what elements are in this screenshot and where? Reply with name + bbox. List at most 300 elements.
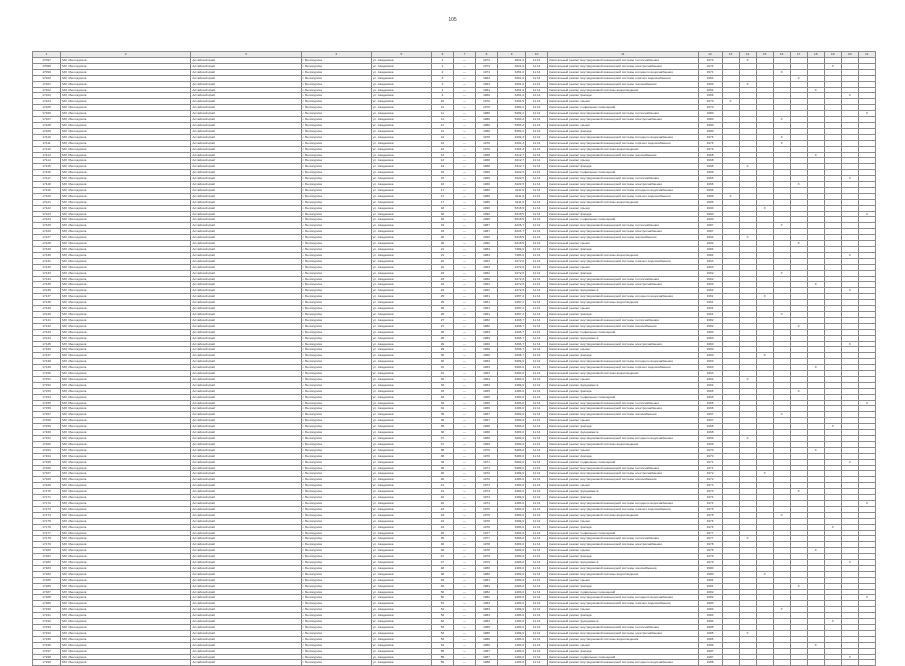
table-cell: 11:14 [526, 400, 548, 406]
table-cell: 42 [431, 500, 453, 506]
table-cell: Алтайский край [191, 601, 301, 607]
table-cell: 28 [431, 329, 453, 335]
table-cell: 3484,0 [498, 412, 526, 418]
year-mark-cell: Х [841, 341, 858, 347]
table-cell: Алтайский край [191, 75, 301, 81]
table-cell: 11:14 [526, 441, 548, 447]
table-cell: 17163 [33, 447, 61, 453]
table-cell: г. Белокуриха [301, 146, 371, 152]
table-cell: Капитальный ремонт внутридомовой инженерной системы холодного водоснабжения [548, 660, 698, 666]
table-cell: 26 [431, 306, 453, 312]
table-cell: ул. Академика [371, 223, 431, 229]
table-cell: 1980 [698, 122, 722, 128]
table-cell: 4484,0 [498, 477, 526, 483]
table-cell: 17166 [33, 465, 61, 471]
table-cell: 1976 [476, 518, 498, 524]
table-cell: 17141 [33, 317, 61, 323]
table-cell: 1960 [476, 347, 498, 353]
table-cell: 17142 [33, 323, 61, 329]
table-cell: — [453, 288, 475, 294]
table-cell: Капитальный ремонт подвальных помещений [548, 105, 698, 111]
table-cell: 1987 [476, 223, 498, 229]
table-cell: 1985 [698, 625, 722, 631]
table-cell: 17155 [33, 400, 61, 406]
table-cell: 4404,3 [498, 140, 526, 146]
table-cell: МО г.Белокуриха [61, 341, 191, 347]
table-cell: Капитальный ремонт крыши [548, 418, 698, 424]
table-cell: Капитальный ремонт фасада [548, 583, 698, 589]
table-cell: г. Белокуриха [301, 560, 371, 566]
table-cell: 1961 [476, 294, 498, 300]
table-cell: 11:14 [526, 306, 548, 312]
table-cell: МО г.Белокуриха [61, 548, 191, 554]
table-cell: 5484,2 [498, 128, 526, 134]
table-cell: 1972 [698, 471, 722, 477]
year-mark-cell: Х [790, 182, 807, 188]
table-cell: — [453, 441, 475, 447]
table-cell: — [453, 205, 475, 211]
table-cell: ул. Академика [371, 359, 431, 365]
table-cell: 1980 [698, 571, 722, 577]
table-cell: 3422,5 [498, 176, 526, 182]
table-cell: 17104 [33, 99, 61, 105]
table-cell: Капитальный ремонт внутридомовой инженерной системы горячего водоснабжения [548, 193, 698, 199]
table-cell: ул. Академика [371, 122, 431, 128]
table-cell: МО г.Белокуриха [61, 128, 191, 134]
table-cell: ул. Академика [371, 140, 431, 146]
table-cell: Капитальный ремонт внутридомовой инженерной системы теплоснабжения [548, 223, 698, 229]
table-cell: 1484,0 [498, 642, 526, 648]
table-cell: ул. Академика [371, 648, 431, 654]
table-cell: — [453, 571, 475, 577]
table-cell: 11:14 [526, 560, 548, 566]
table-cell: г. Белокуриха [301, 317, 371, 323]
table-cell: 1972 [476, 471, 498, 477]
table-cell: — [453, 565, 475, 571]
table-cell: Капитальный ремонт внутридомовой инженерной системы горячего водоснабжения [548, 258, 698, 264]
table-cell: 17171 [33, 495, 61, 501]
table-cell: 11:14 [526, 447, 548, 453]
table-cell: 3451,0 [498, 69, 526, 75]
table-cell: г. Белокуриха [301, 636, 371, 642]
table-cell: 17153 [33, 388, 61, 394]
table-cell: 11:14 [526, 376, 548, 382]
table-cell: ул. Академика [371, 87, 431, 93]
table-cell: Алтайский край [191, 536, 301, 542]
table-cell: 11:14 [526, 335, 548, 341]
table-cell: Капитальный ремонт внутридомовой инженерной системы холодного водоснабжения [548, 69, 698, 75]
table-cell: 17174 [33, 512, 61, 518]
table-cell: 36 [431, 424, 453, 430]
table-cell: 42 [431, 495, 453, 501]
table-cell: 13 [431, 152, 453, 158]
column-header: 14 [739, 52, 756, 58]
table-cell: ул. Академика [371, 187, 431, 193]
table-cell: ул. Академика [371, 406, 431, 412]
table-cell: Алтайский край [191, 347, 301, 353]
table-cell: ул. Академика [371, 105, 431, 111]
table-cell: 1976 [476, 524, 498, 530]
table-cell: 17145 [33, 341, 61, 347]
table-cell: 14 [431, 164, 453, 170]
table-cell: Алтайский край [191, 199, 301, 205]
year-mark-cell: Х [807, 447, 824, 453]
table-cell: Алтайский край [191, 164, 301, 170]
table-cell: 19 [431, 229, 453, 235]
table-cell: 17190 [33, 607, 61, 613]
table-cell: МО г.Белокуриха [61, 306, 191, 312]
table-cell: 1982 [698, 317, 722, 323]
table-cell: МО г.Белокуриха [61, 323, 191, 329]
table-cell: 1985 [698, 630, 722, 636]
table-cell: 1961 [698, 306, 722, 312]
table-cell: Капитальный ремонт внутридомовой инженерной системы холодного водоснабжения [548, 134, 698, 140]
table-cell: 11 [431, 122, 453, 128]
table-cell: 17103 [33, 93, 61, 99]
table-cell: Капитальный ремонт внутридомовой инженерной системы теплоснабжения [548, 465, 698, 471]
table-cell: 17118 [33, 182, 61, 188]
table-cell: — [453, 105, 475, 111]
table-cell: Капитальный ремонт внутридомовой системы водоотведения [548, 300, 698, 306]
year-mark-cell: Х [858, 111, 875, 117]
table-cell: — [453, 477, 475, 483]
table-cell: Алтайский край [191, 430, 301, 436]
table-cell: 17173 [33, 506, 61, 512]
table-cell: МО г.Белокуриха [61, 359, 191, 365]
table-cell: Капитальный ремонт фасада [548, 311, 698, 317]
table-cell: 17097 [33, 58, 61, 64]
table-cell: 17100 [33, 75, 61, 81]
table-cell: Алтайский край [191, 193, 301, 199]
table-cell: 1983 [476, 601, 498, 607]
table-cell: МО г.Белокуриха [61, 311, 191, 317]
table-cell: 1970 [698, 99, 722, 105]
table-cell: 11:14 [526, 465, 548, 471]
table-cell: 1981 [476, 583, 498, 589]
table-cell: 17156 [33, 406, 61, 412]
table-cell: 1484,0 [498, 636, 526, 642]
table-cell: 4484,0 [498, 495, 526, 501]
table-cell: 2457,2 [498, 311, 526, 317]
table-cell: — [453, 406, 475, 412]
year-mark-cell: Х [807, 548, 824, 554]
table-cell: Алтайский край [191, 276, 301, 282]
table-cell: 2484,0 [498, 565, 526, 571]
table-cell: 17150 [33, 371, 61, 377]
table-cell: 17101 [33, 81, 61, 87]
table-cell: — [453, 589, 475, 595]
table-cell: 1962 [476, 276, 498, 282]
table-cell: 11:14 [526, 506, 548, 512]
table-cell: 4496,7 [498, 329, 526, 335]
table-cell: Алтайский край [191, 406, 301, 412]
table-cell: 11:14 [526, 589, 548, 595]
table-cell: г. Белокуриха [301, 394, 371, 400]
table-cell: 1966 [476, 93, 498, 99]
table-cell: Алтайский край [191, 619, 301, 625]
table-cell: Капитальный ремонт внутридомовой инженерной системы электроснабжения [548, 63, 698, 69]
table-cell: Алтайский край [191, 306, 301, 312]
table-cell: Капитальный ремонт внутридомовой инженерной системы газоснабжения [548, 152, 698, 158]
table-cell: 1982 [698, 323, 722, 329]
table-cell: ул. Академика [371, 158, 431, 164]
year-mark-cell: Х [858, 211, 875, 217]
table-cell: ул. Академика [371, 111, 431, 117]
table-cell: — [453, 371, 475, 377]
table-cell: 11:14 [526, 134, 548, 140]
table-cell: г. Белокуриха [301, 465, 371, 471]
table-cell: — [453, 400, 475, 406]
table-cell: МО г.Белокуриха [61, 495, 191, 501]
table-cell: 17157 [33, 412, 61, 418]
table-cell: 11:14 [526, 607, 548, 613]
table-cell: — [453, 625, 475, 631]
table-cell: МО г.Белокуриха [61, 264, 191, 270]
table-cell: ул. Академика [371, 583, 431, 589]
table-cell: 11:14 [526, 235, 548, 241]
table-cell: 1984 [476, 619, 498, 625]
year-mark-cell: Х [790, 583, 807, 589]
table-cell: МО г.Белокуриха [61, 317, 191, 323]
table-cell: Алтайский край [191, 441, 301, 447]
table-cell: ул. Академика [371, 453, 431, 459]
table-cell: 17146 [33, 347, 61, 353]
table-cell: Алтайский край [191, 554, 301, 560]
table-cell: 1963 [476, 365, 498, 371]
table-cell: 3484,0 [498, 548, 526, 554]
table-cell: 17175 [33, 518, 61, 524]
table-cell: 17172 [33, 500, 61, 506]
table-cell: Капитальный ремонт внутридомовой инженерной системы газоснабжения [548, 235, 698, 241]
table-cell: 1965 [698, 388, 722, 394]
table-cell: г. Белокуриха [301, 341, 371, 347]
year-mark-cell: Х [841, 459, 858, 465]
table-cell: 17149 [33, 365, 61, 371]
table-cell: — [453, 636, 475, 642]
table-cell: 1960 [698, 353, 722, 359]
table-cell: Капитальный ремонт крыши [548, 347, 698, 353]
table-cell: 17195 [33, 636, 61, 642]
table-cell: МО г.Белокуриха [61, 560, 191, 566]
column-header: 12 [698, 52, 722, 58]
table-cell: 44 [431, 524, 453, 530]
table-cell: Капитальный ремонт внутридомовой инженерной системы электроснабжения [548, 471, 698, 477]
table-cell: 1963 [476, 371, 498, 377]
table-cell: Капитальный ремонт подвальных помещений [548, 170, 698, 176]
table-cell: Алтайский край [191, 258, 301, 264]
table-cell: 1968 [476, 158, 498, 164]
table-cell: — [453, 99, 475, 105]
table-cell: Алтайский край [191, 376, 301, 382]
table-cell: 1961 [698, 294, 722, 300]
table-cell: г. Белокуриха [301, 347, 371, 353]
table-cell: г. Белокуриха [301, 353, 371, 359]
table-cell: Капитальный ремонт крыши [548, 158, 698, 164]
table-cell: г. Белокуриха [301, 477, 371, 483]
table-cell: МО г.Белокуриха [61, 69, 191, 75]
table-cell: — [453, 583, 475, 589]
table-cell: 3412,7 [498, 152, 526, 158]
table-cell: Капитальный ремонт внутридомовой инженерной системы теплоснабжения [548, 276, 698, 282]
table-cell: г. Белокуриха [301, 270, 371, 276]
table-cell: МО г.Белокуриха [61, 441, 191, 447]
table-cell: Алтайский край [191, 495, 301, 501]
table-cell: Алтайский край [191, 300, 301, 306]
table-cell: Алтайский край [191, 424, 301, 430]
table-cell: 11:14 [526, 58, 548, 64]
table-cell: 5484,0 [498, 459, 526, 465]
table-cell: Алтайский край [191, 577, 301, 583]
table-cell: — [453, 506, 475, 512]
table-cell: 17129 [33, 247, 61, 253]
table-cell: 3621,0 [498, 58, 526, 64]
table-cell: 1972 [476, 477, 498, 483]
table-cell: 1978 [476, 542, 498, 548]
table-cell: 1986 [698, 642, 722, 648]
table-cell: МО г.Белокуриха [61, 211, 191, 217]
table-cell: МО г.Белокуриха [61, 489, 191, 495]
table-cell: Алтайский край [191, 412, 301, 418]
table-cell: МО г.Белокуриха [61, 288, 191, 294]
table-cell: г. Белокуриха [301, 400, 371, 406]
table-cell: 27 [431, 323, 453, 329]
table-cell: Капитальный ремонт внутридомовой инженерной системы электроснабжения [548, 282, 698, 288]
table-cell: 1984 [476, 247, 498, 253]
table-cell: Алтайский край [191, 317, 301, 323]
table-cell: ул. Академика [371, 199, 431, 205]
table-cell: Алтайский край [191, 211, 301, 217]
table-cell: 1986 [698, 199, 722, 205]
table-cell: ул. Академика [371, 412, 431, 418]
table-cell: 2457,2 [498, 306, 526, 312]
table-cell: Капитальный ремонт крыши [548, 577, 698, 583]
table-cell: Алтайский край [191, 512, 301, 518]
table-cell: ул. Академика [371, 571, 431, 577]
column-header: 7 [453, 52, 475, 58]
table-cell: 1974 [476, 69, 498, 75]
table-cell: г. Белокуриха [301, 81, 371, 87]
column-header: 16 [773, 52, 790, 58]
table-cell: ул. Академика [371, 660, 431, 666]
year-mark-cell: Х [739, 630, 756, 636]
table-cell: 1980 [476, 571, 498, 577]
table-cell: 11:14 [526, 412, 548, 418]
table-cell: 1983 [698, 601, 722, 607]
table-cell: 11:14 [526, 105, 548, 111]
table-cell: 1963 [698, 371, 722, 377]
table-cell: 1982 [476, 317, 498, 323]
table-cell: — [453, 447, 475, 453]
table-cell: МО г.Белокуриха [61, 217, 191, 223]
table-cell: — [453, 241, 475, 247]
table-cell: 2 [431, 69, 453, 75]
table-cell: Капитальный ремонт фасада [548, 453, 698, 459]
table-cell: ул. Академика [371, 524, 431, 530]
table-cell: 17191 [33, 613, 61, 619]
table-cell: 52 [431, 619, 453, 625]
table-cell: г. Белокуриха [301, 134, 371, 140]
table-cell: 4484,0 [498, 500, 526, 506]
table-cell: 33 [431, 388, 453, 394]
table-cell: Капитальный ремонт крыши [548, 483, 698, 489]
table-cell: г. Белокуриха [301, 607, 371, 613]
column-header: 11 [548, 52, 698, 58]
table-cell: МО г.Белокуриха [61, 258, 191, 264]
table-cell: 1992 [476, 235, 498, 241]
table-cell: — [453, 654, 475, 660]
table-cell: 1963 [698, 365, 722, 371]
table-cell: 1969 [476, 441, 498, 447]
table-cell: 5318,5 [498, 205, 526, 211]
table-cell: 17131 [33, 258, 61, 264]
table-cell: ул. Академика [371, 300, 431, 306]
table-cell: — [453, 500, 475, 506]
table-cell: 11:14 [526, 270, 548, 276]
table-cell: 17138 [33, 300, 61, 306]
table-cell: Алтайский край [191, 353, 301, 359]
table-cell: Капитальный ремонт крыши [548, 99, 698, 105]
table-cell: Алтайский край [191, 140, 301, 146]
table-cell: 55 [431, 648, 453, 654]
table-cell: — [453, 548, 475, 554]
table-cell: Алтайский край [191, 613, 301, 619]
year-mark-cell [756, 660, 773, 666]
table-cell: 17183 [33, 565, 61, 571]
table-cell: 1484,0 [498, 601, 526, 607]
table-cell: — [453, 430, 475, 436]
table-cell: г. Белокуриха [301, 365, 371, 371]
table-cell: — [453, 93, 475, 99]
table-cell: МО г.Белокуриха [61, 241, 191, 247]
table-cell: 3484,0 [498, 418, 526, 424]
table-cell: ул. Академика [371, 69, 431, 75]
table-cell: 1966 [476, 176, 498, 182]
table-cell: ул. Академика [371, 400, 431, 406]
table-cell: 3484,0 [498, 506, 526, 512]
table-cell: 20 [431, 235, 453, 241]
table-cell: г. Белокуриха [301, 247, 371, 253]
table-cell: ул. Академика [371, 560, 431, 566]
table-cell: ул. Академика [371, 311, 431, 317]
table-cell: ул. Академика [371, 512, 431, 518]
table-cell: — [453, 335, 475, 341]
table-cell: МО г.Белокуриха [61, 376, 191, 382]
table-cell: 1975 [698, 512, 722, 518]
table-cell: г. Белокуриха [301, 613, 371, 619]
table-cell: ул. Академика [371, 117, 431, 123]
table-cell: Капитальный ремонт крыши [548, 306, 698, 312]
table-cell: 1979 [476, 560, 498, 566]
table-cell: г. Белокуриха [301, 412, 371, 418]
table-cell: 17114 [33, 158, 61, 164]
table-cell: 3461,0 [498, 87, 526, 93]
table-cell: 45 [431, 530, 453, 536]
column-header: 15 [756, 52, 773, 58]
table-cell: г. Белокуриха [301, 630, 371, 636]
year-mark-cell: Х [773, 270, 790, 276]
table-cell: 17105 [33, 105, 61, 111]
table-cell: Капитальный ремонт фасада [548, 270, 698, 276]
table-cell: МО г.Белокуриха [61, 648, 191, 654]
table-cell: 4211,6 [498, 199, 526, 205]
table-cell: г. Белокуриха [301, 571, 371, 577]
table-cell: 17192 [33, 619, 61, 625]
table-cell: 1986 [476, 199, 498, 205]
table-cell: 17177 [33, 530, 61, 536]
table-cell: 17164 [33, 453, 61, 459]
table-cell: ул. Академика [371, 276, 431, 282]
table-cell: — [453, 264, 475, 270]
